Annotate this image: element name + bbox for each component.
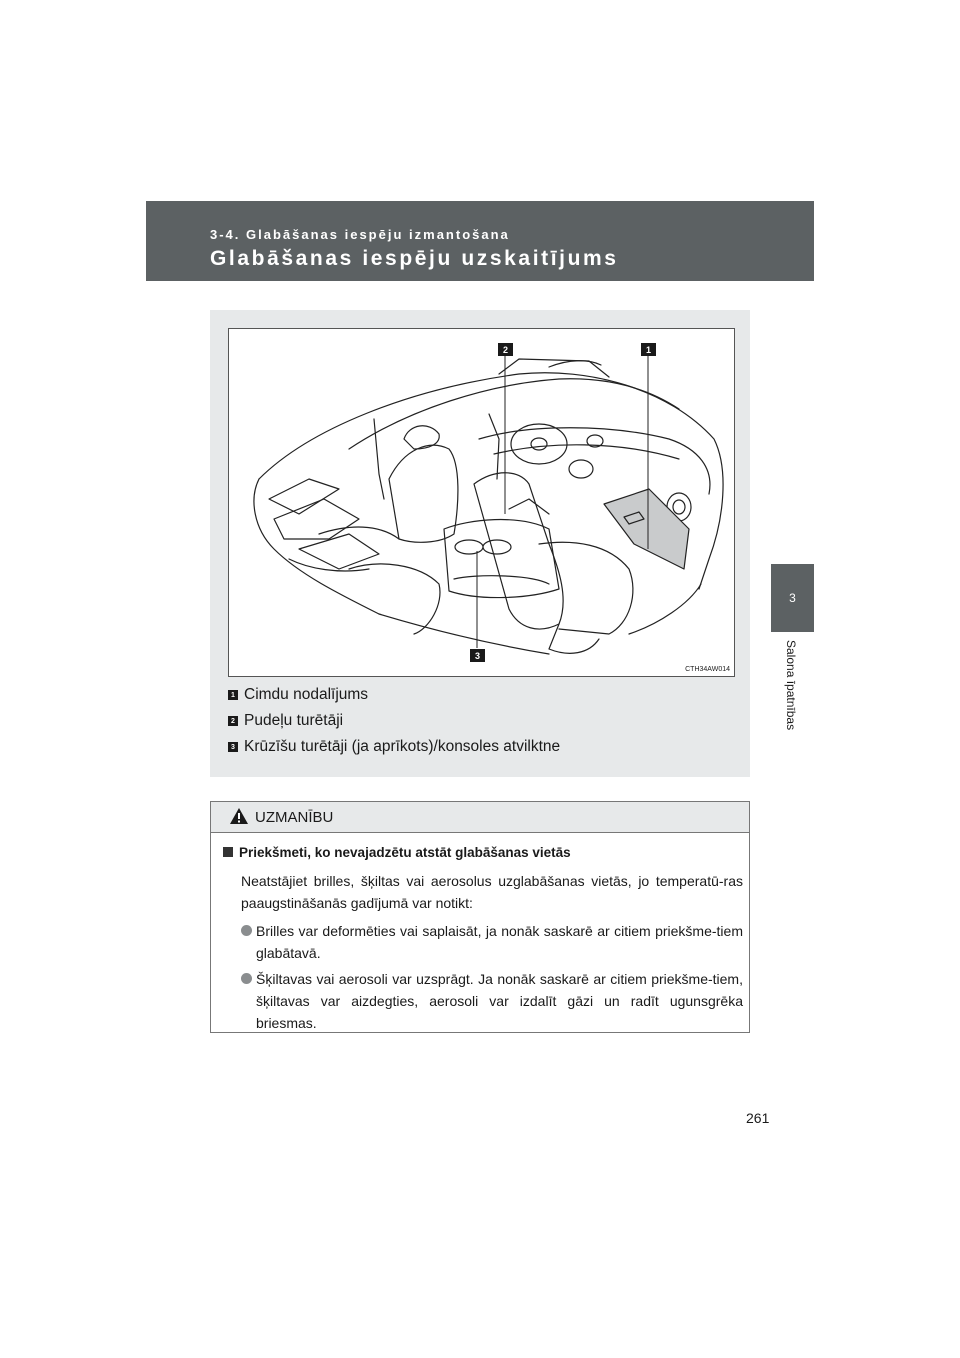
car-interior-drawing <box>229 329 734 676</box>
chapter-tab-number: 3 <box>771 564 814 632</box>
warning-icon <box>229 807 249 825</box>
caution-bullet <box>241 968 743 1034</box>
bullet-text: Šķiltavas vai aerosoli var uzsprāgt. Ja nonāk saskarē ar citiem priekšme-tiem, šķiltavas var aizdegties, aerosoli var izdalīt gāzi un radīt ugunsgrēka briesmas. <box>256 971 743 1031</box>
caution-heading-text: Priekšmeti, ko nevajadzētu atstāt glabāšanas vietās <box>239 845 571 860</box>
caution-bullet <box>241 920 743 964</box>
chapter-tab-label: Salona īpatnības <box>784 640 798 731</box>
legend-text: Pudeļu turētāji <box>244 712 344 729</box>
legend-text: Cimdu nodalījums <box>244 686 369 703</box>
callout-3: 3 <box>470 649 485 662</box>
legend-marker: 3 <box>228 742 238 752</box>
legend-item <box>228 682 560 708</box>
legend-marker: 1 <box>228 690 238 700</box>
bullet-text: Brilles var deformēties vai saplaisāt, ja nonāk saskarē ar citiem priekšme-tiem glabātavā. <box>256 923 743 961</box>
callout-1: 1 <box>641 343 656 356</box>
caution-heading <box>223 845 571 860</box>
figure-legend <box>228 682 560 760</box>
callout-2: 2 <box>498 343 513 356</box>
caution-intro: Neatstājiet brilles, šķiltas vai aerosolus uzglabāšanas vietās, jo temperatū-ras paaugstināšanās gadījumā var notikt: <box>241 873 743 911</box>
section-title: 3-4. Glabāšanas iespēju izmantošana <box>210 227 510 242</box>
bullet-dot-icon <box>241 973 252 984</box>
legend-marker: 2 <box>228 716 238 726</box>
caution-bar <box>211 802 749 833</box>
page-title: Glabāšanas iespēju uzskaitījums <box>210 247 619 270</box>
caution-box <box>210 801 750 1033</box>
figure-code: CTH34AW014 <box>685 666 730 673</box>
legend-text: Krūzīšu turētāji (ja aprīkots)/konsoles atvilktne <box>244 738 561 755</box>
car-interior-illustration <box>228 328 735 677</box>
square-bullet-icon <box>223 847 233 857</box>
legend-item <box>228 734 560 760</box>
chapter-header <box>146 201 814 281</box>
caution-label: UZMANĪBU <box>255 809 334 826</box>
bullet-dot-icon <box>241 925 252 936</box>
figure-panel <box>210 310 750 777</box>
page-number: 261 <box>746 1110 770 1126</box>
legend-item <box>228 708 560 734</box>
